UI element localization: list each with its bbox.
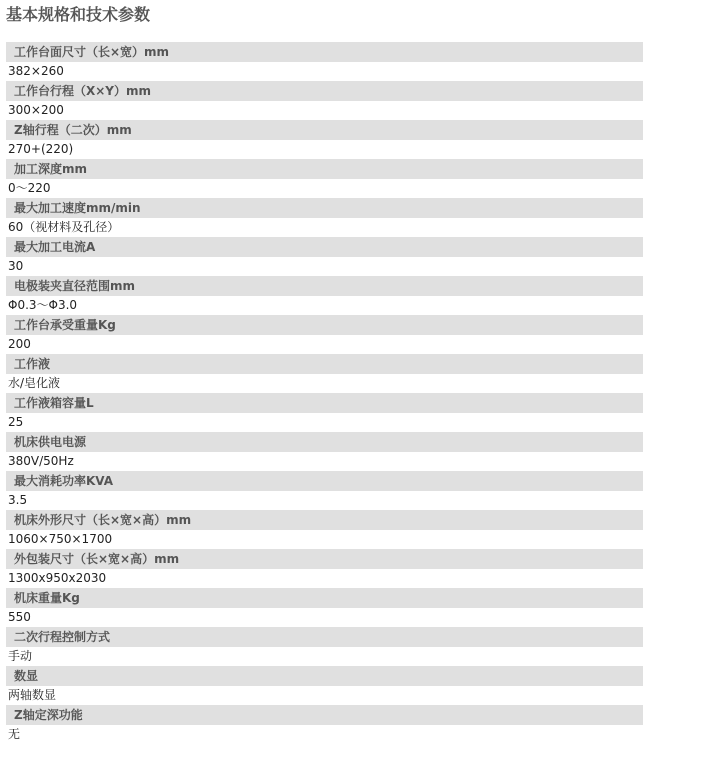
spec-label: 工作液 <box>6 354 643 374</box>
spec-value: 0～220 <box>8 181 51 195</box>
spec-value: 270+(220) <box>8 142 74 156</box>
spec-label: 最大加工速度mm/min <box>6 198 643 218</box>
page-title: 基本规格和技术参数 <box>6 5 151 24</box>
spec-label: 工作台承受重量Kg <box>6 315 643 335</box>
spec-row <box>6 510 643 549</box>
spec-row <box>6 354 643 393</box>
spec-row <box>6 42 643 81</box>
spec-value: 380V/50Hz <box>8 454 74 468</box>
spec-value: 382×260 <box>8 64 64 78</box>
spec-row <box>6 198 643 237</box>
spec-list <box>6 42 643 744</box>
spec-value: 水/皂化液 <box>8 376 61 390</box>
spec-row <box>6 471 643 510</box>
spec-label: 电极装夹直径范围mm <box>6 276 643 296</box>
spec-label: 二次行程控制方式 <box>6 627 643 647</box>
spec-label: Z轴行程（二次）mm <box>6 120 643 140</box>
spec-value: 60（视材料及孔径） <box>8 220 120 234</box>
spec-value: 两轴数显 <box>8 688 57 702</box>
spec-value: 1060×750×1700 <box>8 532 113 546</box>
spec-label: 最大消耗功率KVA <box>6 471 643 491</box>
spec-label: 加工深度mm <box>6 159 643 179</box>
spec-value: 手动 <box>8 649 33 663</box>
spec-row <box>6 120 643 159</box>
spec-row <box>6 666 643 705</box>
spec-row <box>6 81 643 120</box>
spec-value: 3.5 <box>8 493 28 507</box>
spec-label: Z轴定深功能 <box>6 705 643 725</box>
spec-row <box>6 549 643 588</box>
spec-label: 工作台行程（X×Y）mm <box>6 81 643 101</box>
spec-row <box>6 627 643 666</box>
spec-value: 25 <box>8 415 24 429</box>
spec-label: 外包装尺寸（长×宽×高）mm <box>6 549 643 569</box>
spec-row <box>6 159 643 198</box>
spec-row <box>6 393 643 432</box>
spec-row <box>6 705 643 744</box>
spec-label: 机床外形尺寸（长×宽×高）mm <box>6 510 643 530</box>
spec-value: 30 <box>8 259 24 273</box>
spec-label: 工作台面尺寸（长×宽）mm <box>6 42 643 62</box>
spec-label: 数显 <box>6 666 643 686</box>
spec-label: 机床供电电源 <box>6 432 643 452</box>
spec-value: 550 <box>8 610 31 624</box>
spec-row <box>6 588 643 627</box>
spec-row <box>6 276 643 315</box>
spec-value: 1300x950x2030 <box>8 571 107 585</box>
spec-row <box>6 432 643 471</box>
spec-label: 最大加工电流A <box>6 237 643 257</box>
spec-value: 200 <box>8 337 31 351</box>
spec-value: 300×200 <box>8 103 64 117</box>
spec-label: 工作液箱容量L <box>6 393 643 413</box>
spec-label: 机床重量Kg <box>6 588 643 608</box>
spec-value: Φ0.3～Φ3.0 <box>8 298 78 312</box>
spec-row <box>6 237 643 276</box>
spec-value: 无 <box>8 727 21 741</box>
spec-row <box>6 315 643 354</box>
